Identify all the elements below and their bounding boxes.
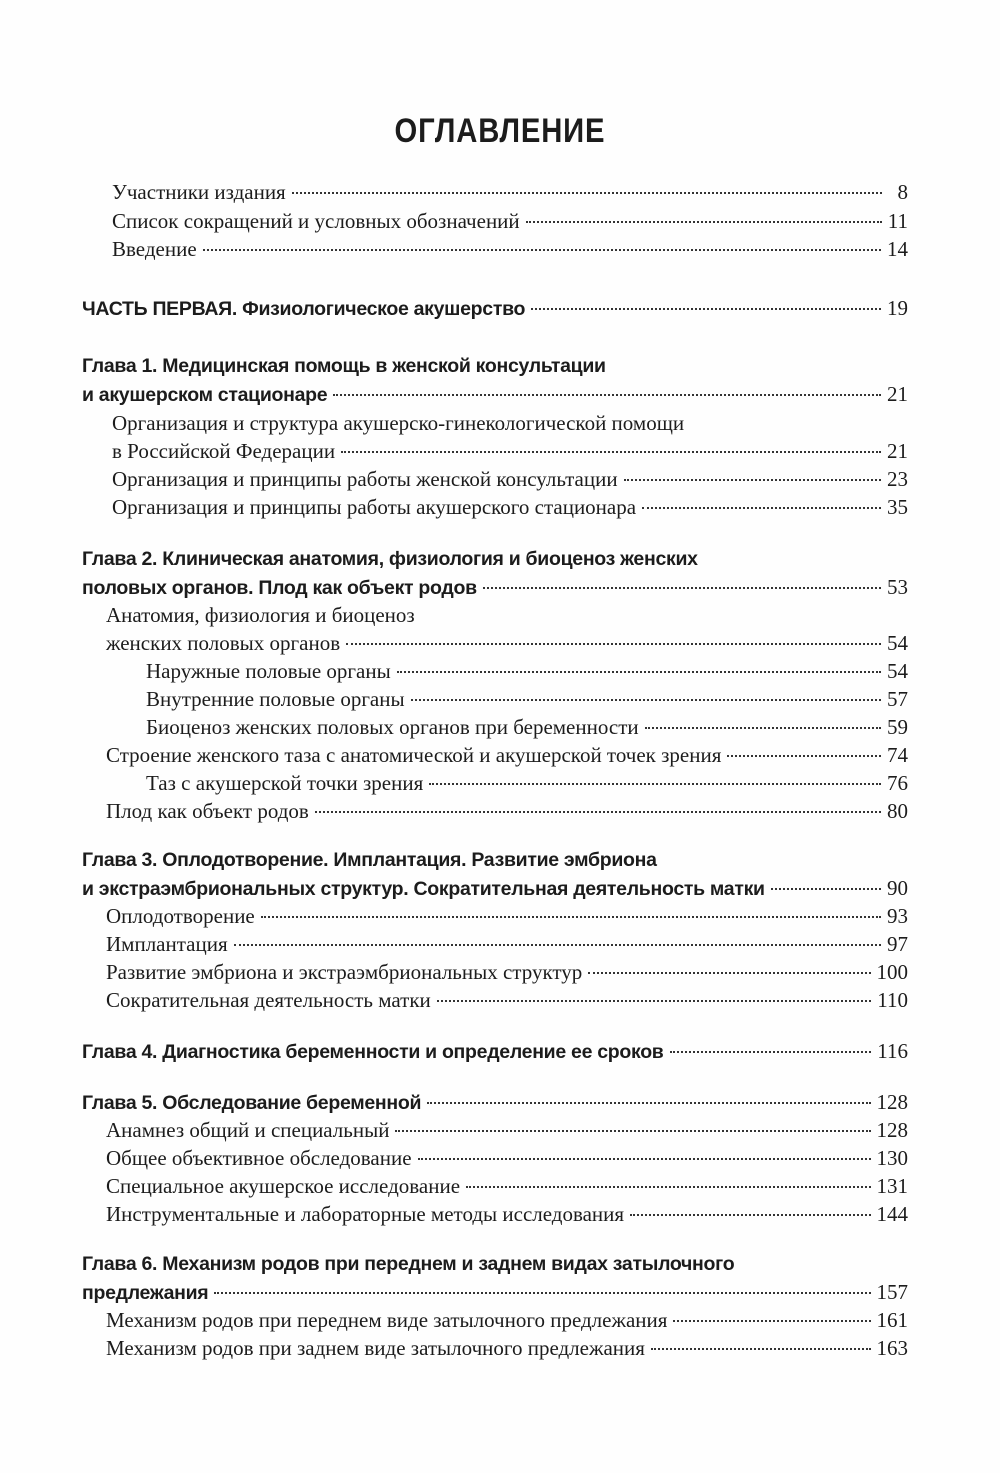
toc-entry-section[interactable]: Оплодотворение 93 (106, 904, 908, 928)
toc-chapter-1-title[interactable]: Глава 1. Медицинская помощь в женской консультации (82, 355, 606, 377)
dot-leader (483, 587, 881, 589)
toc-entry-chapter-4[interactable]: Глава 4. Диагностика беременности и определение ее сроков 116 (82, 1039, 908, 1063)
dot-leader (588, 972, 870, 974)
dot-leader (437, 1000, 871, 1002)
dot-leader (624, 479, 881, 481)
toc-entry-section[interactable]: Имплантация 97 (106, 932, 908, 956)
toc-entry-section[interactable]: Механизм родов при переднем виде затылочного предлежания 161 (106, 1308, 908, 1332)
toc-entry-chapter-6[interactable]: предлежания 157 (82, 1280, 908, 1304)
toc-entry-abbreviations[interactable]: Список сокращений и условных обозначений 11 (112, 209, 908, 233)
dot-leader (771, 888, 881, 890)
dot-leader (292, 192, 882, 194)
dot-leader (727, 755, 881, 757)
toc-entry-section[interactable]: Общее объективное обследование 130 (106, 1146, 908, 1170)
dot-leader (261, 916, 881, 918)
dot-leader (333, 394, 881, 396)
toc-entry-subsection[interactable]: Таз с акушерской точки зрения 76 (146, 771, 908, 795)
toc-entry-subsection[interactable]: Биоценоз женских половых органов при беременности 59 (146, 715, 908, 739)
toc-section-title[interactable]: Организация и структура акушерско-гинекологической помощи (112, 411, 685, 435)
dot-leader (418, 1158, 871, 1160)
dot-leader (397, 671, 881, 673)
dot-leader (673, 1320, 870, 1322)
toc-entry-section[interactable]: Механизм родов при заднем виде затылочного предлежания 163 (106, 1336, 908, 1360)
dot-leader (630, 1214, 870, 1216)
toc-entry-section[interactable]: Инструментальные и лабораторные методы исследования 144 (106, 1202, 908, 1226)
toc-entry-section[interactable]: Организация и принципы работы женской консультации 23 (112, 467, 908, 491)
dot-leader (651, 1348, 871, 1350)
toc-entry-section[interactable]: Строение женского таза с анатомической и акушерской точек зрения 74 (106, 743, 908, 767)
toc-entry-section[interactable]: Специальное акушерское исследование 131 (106, 1174, 908, 1198)
dot-leader (466, 1186, 870, 1188)
toc-entry-chapter-2[interactable]: половых органов. Плод как объект родов 53 (82, 575, 908, 599)
toc-entry-section[interactable]: Сократительная деятельность матки 110 (106, 988, 908, 1012)
toc-entry-section[interactable]: женских половых органов 54 (106, 631, 908, 655)
dot-leader (341, 451, 881, 453)
dot-leader (411, 699, 881, 701)
dot-leader (427, 1102, 870, 1104)
dot-leader (531, 308, 881, 310)
toc-entry-section[interactable]: в Российской Федерации 21 (112, 439, 908, 463)
dot-leader (315, 811, 881, 813)
toc-entry-introduction[interactable]: Введение 14 (112, 237, 908, 261)
toc-entry-section[interactable]: Организация и принципы работы акушерского стационара 35 (112, 495, 908, 519)
dot-leader (203, 249, 881, 251)
toc-entry-contributors[interactable]: Участники издания 8 (112, 180, 908, 204)
toc-chapter-3-title[interactable]: Глава 3. Оплодотворение. Имплантация. Развитие эмбриона (82, 849, 657, 871)
toc-section-title[interactable]: Анатомия, физиология и биоценоз (106, 603, 415, 627)
dot-leader (234, 944, 881, 946)
toc-entry-chapter-5[interactable]: Глава 5. Обследование беременной 128 (82, 1090, 908, 1114)
toc-entry-subsection[interactable]: Наружные половые органы 54 (146, 659, 908, 683)
dot-leader (526, 221, 882, 223)
toc-entry-subsection[interactable]: Внутренние половые органы 57 (146, 687, 908, 711)
dot-leader (642, 507, 881, 509)
toc-chapter-2-title[interactable]: Глава 2. Клиническая анатомия, физиология и биоценоз женских (82, 548, 698, 570)
toc-chapter-6-title[interactable]: Глава 6. Механизм родов при переднем и заднем видах затылочного (82, 1253, 735, 1275)
toc-entry-section[interactable]: Развитие эмбриона и экстраэмбриональных структур 100 (106, 960, 908, 984)
toc-entry-section[interactable]: Анамнез общий и специальный 128 (106, 1118, 908, 1142)
toc-entry-section[interactable]: Плод как объект родов 80 (106, 799, 908, 823)
page-title: ОГЛАВЛЕНИЕ (394, 112, 606, 150)
dot-leader (346, 643, 881, 645)
dot-leader (214, 1292, 870, 1294)
dot-leader (429, 783, 881, 785)
dot-leader (670, 1051, 872, 1053)
dot-leader (395, 1130, 870, 1132)
toc-entry-chapter-1[interactable]: и акушерском стационаре 21 (82, 382, 908, 406)
toc-entry-part-one[interactable]: ЧАСТЬ ПЕРВАЯ. Физиологическое акушерство 19 (82, 296, 908, 320)
toc-entry-chapter-3[interactable]: и экстраэмбриональных структур. Сократительная деятельность матки 90 (82, 876, 908, 900)
dot-leader (645, 727, 881, 729)
